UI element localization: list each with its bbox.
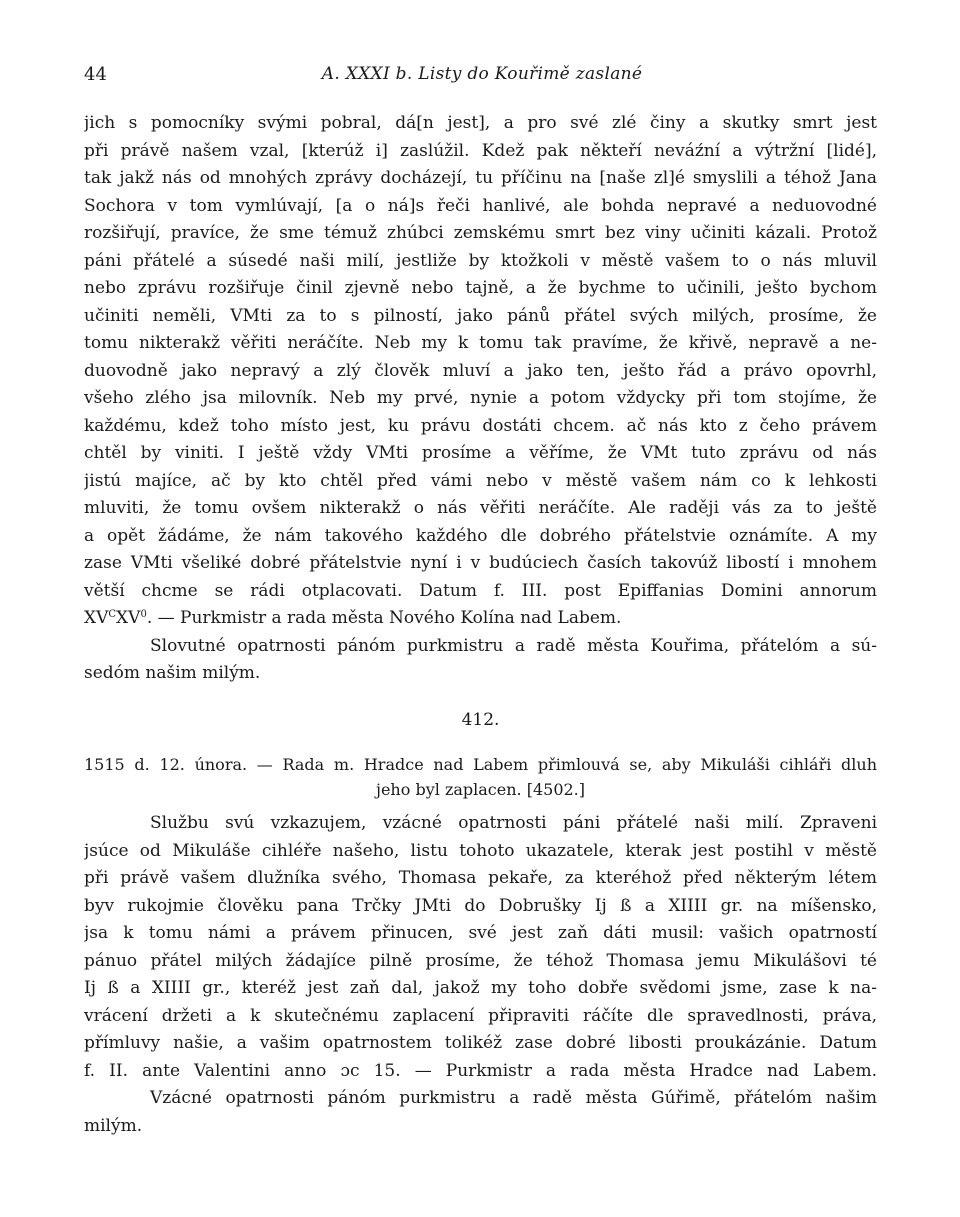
text-line: rozšiřují, pravíce, že sme témuž zhúbci zemskému smrt bez viny učiniti kázali. Protož [84, 223, 877, 243]
text-line: jich s pomocníky svými pobral, dá[n jest], a pro své zlé činy a skutky smrt jest [84, 113, 877, 133]
text-line: nebo zprávu rozšiřuje činil zjevně nebo tajně, a že bychme to učinili, ješto bychom [84, 278, 877, 298]
text-line: byv rukojmie člověku pana Trčky JMti do Dobrušky Ij ß a XIIII gr. na míšensko, [84, 895, 877, 916]
text-line: f. II. ante Valentini anno ɔc 15. — Purkmistr a rada města Hradce nad Labem. [84, 1060, 877, 1081]
text-line: chtěl by viniti. I ještě vždy VMti prosíme a věříme, že VMt tuto zprávu od nás [84, 443, 877, 463]
text-line: jsa k tomu námi a právem přinucen, své jest zaň dáti musil: vašich opatrností [84, 923, 877, 943]
text-line: při právě našem vzal, [kterúž i] zaslúžil. Kdež pak někteří neváźní a výtržní [lidé], [84, 140, 877, 161]
running-head [84, 64, 880, 88]
text-line: Službu svú vzkazujem, vzácné opatrnosti páni přátelé naši milí. Zpraveni [150, 813, 877, 833]
text-line: učiniti neměli, VMti za to s pilností, jako pánů přátel svých milých, prosíme, že [84, 305, 877, 326]
address-line: Vzácné opatrnosti pánóm purkmistru a radě města Gúřimě, přátelóm našim [150, 1088, 877, 1108]
text-line: mluviti, že tomu ovšem nikterakž o nás věřiti neráčíte. Ale raději vás za to ještě [84, 498, 877, 518]
text-line: jistú majíce, ač by kto chtěl před vámi nebo v městě vašem nám co k lehkosti [84, 470, 877, 491]
text-line: Ij ß a XIIII gr., kteréž jest zaň dal, jakož my toho dobře svědomi jsme, zase k na- [84, 978, 877, 998]
year-superscript: C [108, 609, 117, 620]
document-number: 412. [461, 710, 500, 730]
text-line: všeho zlého jsa milovník. Neb my prvé, nynie a potom vždycky při tom stojíme, že [84, 388, 877, 408]
text-line: a opět žádáme, že nám takového každého dle dobrého přátelstvie oznámíte. A my [84, 525, 877, 546]
letter-411-body [84, 110, 877, 688]
text-line: zase VMti všeliké dobré přátelstvie nyní i v budúciech časích takovúž libostí i mnohem [84, 553, 877, 573]
summary-line: jeho byl zaplacen. [4502.] [376, 780, 585, 799]
address-line: sedóm našim milým. [84, 663, 261, 683]
text-line: tak jakž nás od mnohých zprávy docházejí, tu příčinu na [naše zl]é smyslili a téhož Jana [84, 168, 877, 188]
document-summary [84, 752, 877, 802]
text-line: přímluvy našie, a vašim opatrnostem tolikéž zase dobré libosti proukázánie. Datum [84, 1033, 877, 1053]
text-line: větší chcme se rádi otplacovati. Datum f. III. post Epiffanias Domini annorum [84, 580, 877, 601]
text-line: duovodně jako nepravý a zlý člověk mluví a jako ten, ješto řád a právo opovrhl, [84, 360, 877, 381]
letter-412-body [84, 810, 877, 1140]
running-title: A. XXXI b. Listy do Kouřimě zaslané [321, 64, 643, 84]
signature-text: . — Purkmistr a rada města Nového Kolína nad Labem. [146, 608, 622, 628]
page-number: 44 [84, 64, 107, 85]
year-part: XV [116, 608, 141, 628]
text-line: Sochora v tom vymlúvají, [a o ná]s řeči hanlivé, ale bohda nepravé a neduovodné [84, 195, 877, 216]
closing-line [84, 605, 877, 633]
summary-line: 1515 d. 12. února. — Rada m. Hradce nad Labem přimlouvá se, aby Mikuláši cihláři dluh [84, 755, 877, 774]
text-line: jsúce od Mikuláše cihléře našeho, listu tohoto ukazatele, kterak jest postihl v městě [84, 840, 877, 861]
text-line: každému, kdež toho místo jest, ku právu dostáti chcem. ač nás kto z čeho právem [84, 415, 877, 436]
text-line: při právě vašem dlužníka svého, Thomasa pekaře, za kteréhož před některým létem [84, 868, 877, 888]
text-line: páni přátelé a súsedé naši milí, jestliže by ktožkoli v městě vašem to o nás mluvil [84, 250, 877, 271]
text-line: vrácení držeti a k skutečnému zaplacení připraviti ráčíte dle spravedlnosti, práva, [84, 1005, 877, 1026]
address-line: milým. [84, 1115, 143, 1136]
text-line: tomu nikterakž věřiti neráčíte. Neb my k tomu tak pravíme, že křivě, nepravě a ne- [84, 333, 877, 353]
year-superscript: 0 [140, 609, 147, 620]
text-line: pánuo přátel milých žádajíce pilně prosíme, že téhož Thomasa jemu Mikulášovi té [84, 950, 877, 971]
year-part: XV [84, 608, 109, 628]
address-line: Slovutné opatrnosti pánóm purkmistru a radě města Kouřima, přátelóm a sú- [150, 635, 877, 656]
